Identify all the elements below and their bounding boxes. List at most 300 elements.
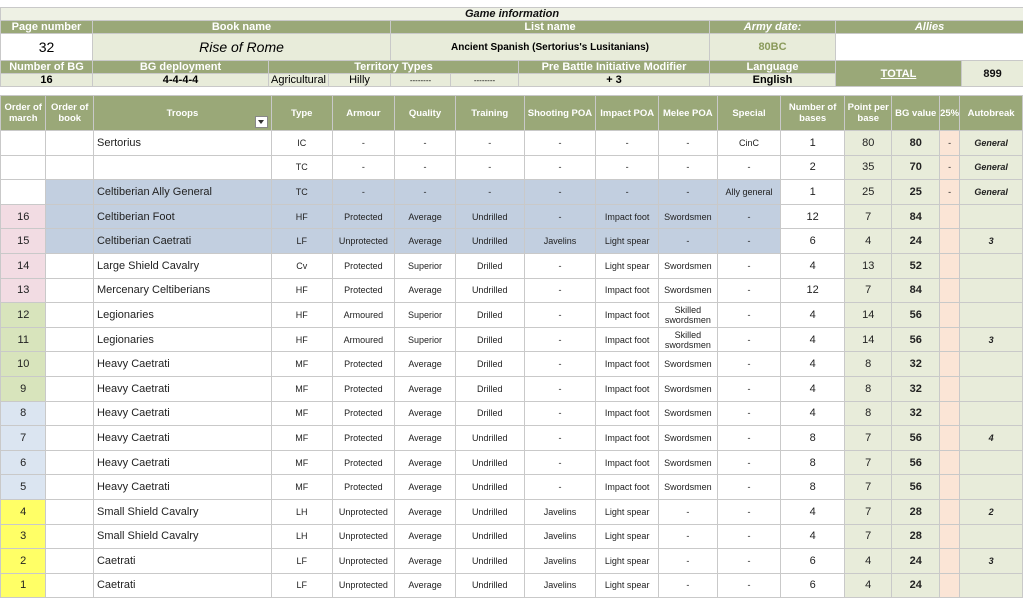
point-per-base-cell[interactable]: 80 — [844, 131, 892, 156]
order-of-book-cell[interactable] — [46, 549, 94, 574]
bg-value-cell[interactable]: 24 — [892, 573, 940, 598]
special-cell[interactable]: - — [717, 204, 781, 229]
autobreak-cell[interactable]: General — [960, 131, 1023, 156]
troop-name-cell[interactable]: Heavy Caetrati — [93, 352, 271, 377]
armour-cell[interactable]: Unprotected — [332, 573, 395, 598]
melee-poa-cell[interactable]: Swordsmen — [659, 376, 718, 401]
melee-poa-cell[interactable]: Swordsmen — [659, 253, 718, 278]
autobreak-cell[interactable] — [960, 401, 1023, 426]
impact-poa-cell[interactable]: Light spear — [596, 549, 659, 574]
shooting-poa-cell[interactable]: Javelins — [524, 229, 596, 254]
armour-cell[interactable]: Protected — [332, 278, 395, 303]
bg-value-cell[interactable]: 56 — [892, 327, 940, 352]
special-cell[interactable]: - — [717, 376, 781, 401]
table-row[interactable] — [1, 327, 1023, 352]
order-of-march-cell[interactable]: 10 — [1, 352, 46, 377]
special-cell[interactable]: - — [717, 327, 781, 352]
armour-cell[interactable]: Protected — [332, 376, 395, 401]
table-row[interactable] — [1, 352, 1023, 377]
shooting-poa-cell[interactable]: - — [524, 450, 596, 475]
order-of-march-cell[interactable] — [1, 155, 46, 180]
impact-poa-cell[interactable]: - — [596, 155, 659, 180]
armour-cell[interactable]: - — [332, 155, 395, 180]
quality-cell[interactable]: Average — [395, 229, 456, 254]
number-of-bases-cell[interactable]: 4 — [781, 499, 845, 524]
bg-value-cell[interactable]: 56 — [892, 475, 940, 500]
shooting-poa-cell[interactable]: Javelins — [524, 524, 596, 549]
point-per-base-cell[interactable]: 7 — [844, 499, 892, 524]
melee-poa-cell[interactable]: Swordsmen — [659, 204, 718, 229]
troop-name-cell[interactable]: Small Shield Cavalry — [93, 524, 271, 549]
bg-value-cell[interactable]: 56 — [892, 303, 940, 328]
shooting-poa-cell[interactable]: - — [524, 376, 596, 401]
armour-cell[interactable]: Armoured — [332, 303, 395, 328]
melee-poa-cell[interactable]: - — [659, 131, 718, 156]
training-cell[interactable]: Drilled — [455, 253, 524, 278]
training-cell[interactable]: - — [455, 155, 524, 180]
bg-value-cell[interactable]: 56 — [892, 426, 940, 451]
training-cell[interactable]: - — [455, 131, 524, 156]
type-cell[interactable]: TC — [271, 180, 332, 205]
impact-poa-cell[interactable]: Light spear — [596, 499, 659, 524]
point-per-base-cell[interactable]: 7 — [844, 278, 892, 303]
troop-name-cell[interactable]: Celtiberian Ally General — [93, 180, 271, 205]
type-cell[interactable]: MF — [271, 450, 332, 475]
point-per-base-cell[interactable]: 35 — [844, 155, 892, 180]
point-per-base-cell[interactable]: 4 — [844, 573, 892, 598]
melee-poa-cell[interactable]: Skilled swordsmen — [659, 303, 718, 328]
melee-poa-cell[interactable]: Swordsmen — [659, 450, 718, 475]
25-percent-cell[interactable] — [939, 376, 959, 401]
troop-name-cell[interactable]: Heavy Caetrati — [93, 376, 271, 401]
impact-poa-cell[interactable]: Impact foot — [596, 303, 659, 328]
training-cell[interactable]: Drilled — [455, 401, 524, 426]
troop-name-cell[interactable]: Celtiberian Caetrati — [93, 229, 271, 254]
autobreak-cell[interactable] — [960, 524, 1023, 549]
impact-poa-cell[interactable]: Impact foot — [596, 204, 659, 229]
quality-cell[interactable]: Average — [395, 401, 456, 426]
type-cell[interactable]: HF — [271, 204, 332, 229]
training-cell[interactable]: Drilled — [455, 327, 524, 352]
melee-poa-cell[interactable]: Swordsmen — [659, 352, 718, 377]
order-of-book-cell[interactable] — [46, 524, 94, 549]
quality-cell[interactable]: Superior — [395, 327, 456, 352]
quality-cell[interactable]: Average — [395, 278, 456, 303]
number-of-bases-cell[interactable]: 12 — [781, 204, 845, 229]
25-percent-cell[interactable] — [939, 524, 959, 549]
special-cell[interactable]: - — [717, 253, 781, 278]
special-cell[interactable]: - — [717, 426, 781, 451]
point-per-base-cell[interactable]: 14 — [844, 327, 892, 352]
list-name-cell[interactable]: Ancient Spanish (Sertorius's Lusitanians) — [391, 34, 710, 61]
armour-cell[interactable]: Protected — [332, 204, 395, 229]
bg-value-cell[interactable]: 80 — [892, 131, 940, 156]
quality-cell[interactable]: Average — [395, 549, 456, 574]
quality-cell[interactable]: Average — [395, 499, 456, 524]
25-percent-cell[interactable] — [939, 229, 959, 254]
shooting-poa-cell[interactable]: - — [524, 352, 596, 377]
autobreak-cell[interactable] — [960, 573, 1023, 598]
special-cell[interactable]: - — [717, 155, 781, 180]
order-of-book-cell[interactable] — [46, 303, 94, 328]
impact-poa-cell[interactable]: Light spear — [596, 229, 659, 254]
25-percent-cell[interactable] — [939, 475, 959, 500]
autobreak-cell[interactable] — [960, 352, 1023, 377]
table-row[interactable] — [1, 573, 1023, 598]
order-of-book-cell[interactable] — [46, 204, 94, 229]
training-cell[interactable]: Undrilled — [455, 278, 524, 303]
type-cell[interactable]: LH — [271, 524, 332, 549]
melee-poa-cell[interactable]: - — [659, 229, 718, 254]
quality-cell[interactable]: Average — [395, 426, 456, 451]
order-of-book-cell[interactable] — [46, 352, 94, 377]
25-percent-cell[interactable]: - — [939, 180, 959, 205]
table-row[interactable] — [1, 253, 1023, 278]
impact-poa-cell[interactable]: - — [596, 131, 659, 156]
melee-poa-cell[interactable]: Swordsmen — [659, 278, 718, 303]
bg-value-cell[interactable]: 24 — [892, 549, 940, 574]
shooting-poa-cell[interactable]: - — [524, 278, 596, 303]
special-cell[interactable]: - — [717, 450, 781, 475]
impact-poa-cell[interactable]: Impact foot — [596, 401, 659, 426]
order-of-march-cell[interactable]: 15 — [1, 229, 46, 254]
armour-cell[interactable]: Protected — [332, 352, 395, 377]
quality-cell[interactable]: - — [395, 131, 456, 156]
point-per-base-cell[interactable]: 7 — [844, 450, 892, 475]
armour-cell[interactable]: Unprotected — [332, 499, 395, 524]
troop-name-cell[interactable]: Caetrati — [93, 573, 271, 598]
training-cell[interactable]: Undrilled — [455, 229, 524, 254]
special-cell[interactable]: - — [717, 524, 781, 549]
order-of-march-cell[interactable]: 6 — [1, 450, 46, 475]
number-of-bases-cell[interactable]: 12 — [781, 278, 845, 303]
shooting-poa-cell[interactable]: Javelins — [524, 499, 596, 524]
bg-value-cell[interactable]: 28 — [892, 499, 940, 524]
point-per-base-cell[interactable]: 14 — [844, 303, 892, 328]
quality-cell[interactable]: Average — [395, 450, 456, 475]
number-of-bases-cell[interactable]: 4 — [781, 303, 845, 328]
point-per-base-cell[interactable]: 7 — [844, 475, 892, 500]
autobreak-cell[interactable] — [960, 204, 1023, 229]
troop-name-cell[interactable]: Small Shield Cavalry — [93, 499, 271, 524]
armour-cell[interactable]: Protected — [332, 426, 395, 451]
number-of-bases-cell[interactable]: 6 — [781, 229, 845, 254]
bg-value-cell[interactable]: 32 — [892, 352, 940, 377]
melee-poa-cell[interactable]: Swordsmen — [659, 475, 718, 500]
special-cell[interactable]: - — [717, 352, 781, 377]
order-of-book-cell[interactable] — [46, 180, 94, 205]
autobreak-cell[interactable] — [960, 475, 1023, 500]
training-cell[interactable]: Undrilled — [455, 475, 524, 500]
25-percent-cell[interactable] — [939, 426, 959, 451]
order-of-march-cell[interactable]: 8 — [1, 401, 46, 426]
training-cell[interactable]: Undrilled — [455, 573, 524, 598]
point-per-base-cell[interactable]: 8 — [844, 352, 892, 377]
point-per-base-cell[interactable]: 8 — [844, 376, 892, 401]
order-of-book-cell[interactable] — [46, 426, 94, 451]
25-percent-cell[interactable] — [939, 499, 959, 524]
autobreak-cell[interactable]: 3 — [960, 549, 1023, 574]
impact-poa-cell[interactable]: Impact foot — [596, 426, 659, 451]
armour-cell[interactable]: Unprotected — [332, 524, 395, 549]
language-value[interactable]: English — [710, 74, 836, 87]
training-cell[interactable]: Drilled — [455, 352, 524, 377]
25-percent-cell[interactable] — [939, 327, 959, 352]
order-of-march-cell[interactable]: 14 — [1, 253, 46, 278]
table-row[interactable] — [1, 450, 1023, 475]
order-of-book-cell[interactable] — [46, 475, 94, 500]
impact-poa-cell[interactable]: Light spear — [596, 253, 659, 278]
number-of-bases-cell[interactable]: 4 — [781, 524, 845, 549]
table-row[interactable] — [1, 278, 1023, 303]
shooting-poa-cell[interactable]: Javelins — [524, 549, 596, 574]
autobreak-cell[interactable] — [960, 376, 1023, 401]
armour-cell[interactable]: Unprotected — [332, 229, 395, 254]
training-cell[interactable]: Undrilled — [455, 450, 524, 475]
bg-value-cell[interactable]: 56 — [892, 450, 940, 475]
training-cell[interactable]: Undrilled — [455, 204, 524, 229]
armour-cell[interactable]: - — [332, 180, 395, 205]
shooting-poa-cell[interactable]: - — [524, 253, 596, 278]
table-row[interactable] — [1, 204, 1023, 229]
order-of-march-cell[interactable]: 13 — [1, 278, 46, 303]
quality-cell[interactable]: Average — [395, 376, 456, 401]
autobreak-cell[interactable] — [960, 253, 1023, 278]
order-of-march-cell[interactable]: 11 — [1, 327, 46, 352]
shooting-poa-cell[interactable]: - — [524, 155, 596, 180]
order-of-march-cell[interactable]: 1 — [1, 573, 46, 598]
training-cell[interactable]: Undrilled — [455, 426, 524, 451]
special-cell[interactable]: Ally general — [717, 180, 781, 205]
number-of-bases-cell[interactable]: 4 — [781, 253, 845, 278]
order-of-book-cell[interactable] — [46, 450, 94, 475]
25-percent-cell[interactable] — [939, 401, 959, 426]
autobreak-cell[interactable]: General — [960, 180, 1023, 205]
impact-poa-cell[interactable]: Impact foot — [596, 450, 659, 475]
troop-name-cell[interactable]: Heavy Caetrati — [93, 426, 271, 451]
point-per-base-cell[interactable]: 7 — [844, 524, 892, 549]
special-cell[interactable]: - — [717, 278, 781, 303]
melee-poa-cell[interactable]: - — [659, 180, 718, 205]
armour-cell[interactable]: Armoured — [332, 327, 395, 352]
quality-cell[interactable]: Superior — [395, 303, 456, 328]
point-per-base-cell[interactable]: 13 — [844, 253, 892, 278]
armour-cell[interactable]: - — [332, 131, 395, 156]
training-cell[interactable]: Drilled — [455, 303, 524, 328]
quality-cell[interactable]: - — [395, 155, 456, 180]
armour-cell[interactable]: Protected — [332, 475, 395, 500]
order-of-march-cell[interactable]: 2 — [1, 549, 46, 574]
25-percent-cell[interactable] — [939, 450, 959, 475]
armour-cell[interactable]: Unprotected — [332, 549, 395, 574]
training-cell[interactable]: Drilled — [455, 376, 524, 401]
type-cell[interactable]: MF — [271, 426, 332, 451]
quality-cell[interactable]: Average — [395, 204, 456, 229]
type-cell[interactable]: MF — [271, 475, 332, 500]
troop-name-cell[interactable]: Heavy Caetrati — [93, 450, 271, 475]
type-cell[interactable]: HF — [271, 278, 332, 303]
number-of-bases-cell[interactable]: 8 — [781, 426, 845, 451]
25-percent-cell[interactable] — [939, 253, 959, 278]
order-of-book-cell[interactable] — [46, 327, 94, 352]
territory-type-3[interactable]: -------- — [391, 74, 451, 87]
25-percent-cell[interactable] — [939, 303, 959, 328]
table-row[interactable] — [1, 499, 1023, 524]
melee-poa-cell[interactable]: Swordsmen — [659, 401, 718, 426]
shooting-poa-cell[interactable]: - — [524, 204, 596, 229]
order-of-march-cell[interactable]: 12 — [1, 303, 46, 328]
melee-poa-cell[interactable]: - — [659, 573, 718, 598]
number-of-bases-cell[interactable]: 1 — [781, 131, 845, 156]
order-of-march-cell[interactable]: 5 — [1, 475, 46, 500]
troop-name-cell[interactable]: Heavy Caetrati — [93, 401, 271, 426]
special-cell[interactable]: - — [717, 229, 781, 254]
bg-value-cell[interactable]: 84 — [892, 204, 940, 229]
shooting-poa-cell[interactable]: - — [524, 327, 596, 352]
order-of-march-cell[interactable]: 16 — [1, 204, 46, 229]
type-cell[interactable]: IC — [271, 131, 332, 156]
number-of-bases-cell[interactable]: 8 — [781, 475, 845, 500]
type-cell[interactable]: LF — [271, 573, 332, 598]
table-row[interactable] — [1, 131, 1023, 156]
order-of-march-cell[interactable]: 9 — [1, 376, 46, 401]
bg-value-cell[interactable]: 28 — [892, 524, 940, 549]
quality-cell[interactable]: Average — [395, 573, 456, 598]
number-of-bases-cell[interactable]: 1 — [781, 180, 845, 205]
type-cell[interactable]: MF — [271, 352, 332, 377]
quality-cell[interactable]: - — [395, 180, 456, 205]
order-of-book-cell[interactable] — [46, 401, 94, 426]
table-row[interactable] — [1, 524, 1023, 549]
autobreak-cell[interactable] — [960, 278, 1023, 303]
order-of-march-cell[interactable]: 7 — [1, 426, 46, 451]
impact-poa-cell[interactable]: Light spear — [596, 524, 659, 549]
troop-name-cell[interactable]: Sertorius — [93, 131, 271, 156]
training-cell[interactable]: Undrilled — [455, 549, 524, 574]
number-of-bases-cell[interactable]: 4 — [781, 327, 845, 352]
table-row[interactable] — [1, 549, 1023, 574]
table-row[interactable] — [1, 180, 1023, 205]
autobreak-cell[interactable]: 4 — [960, 426, 1023, 451]
type-cell[interactable]: LF — [271, 549, 332, 574]
table-row[interactable] — [1, 426, 1023, 451]
impact-poa-cell[interactable]: Impact foot — [596, 327, 659, 352]
special-cell[interactable]: - — [717, 475, 781, 500]
impact-poa-cell[interactable]: - — [596, 180, 659, 205]
point-per-base-cell[interactable]: 8 — [844, 401, 892, 426]
order-of-march-cell[interactable]: 3 — [1, 524, 46, 549]
type-cell[interactable]: TC — [271, 155, 332, 180]
territory-type-1[interactable]: Agricultural — [269, 74, 329, 87]
shooting-poa-cell[interactable]: - — [524, 303, 596, 328]
impact-poa-cell[interactable]: Light spear — [596, 573, 659, 598]
type-cell[interactable]: LF — [271, 229, 332, 254]
page-number-cell[interactable]: 32 — [1, 34, 93, 61]
point-per-base-cell[interactable]: 25 — [844, 180, 892, 205]
number-of-bases-cell[interactable]: 6 — [781, 573, 845, 598]
shooting-poa-cell[interactable]: - — [524, 475, 596, 500]
number-of-bases-cell[interactable]: 4 — [781, 401, 845, 426]
impact-poa-cell[interactable]: Impact foot — [596, 352, 659, 377]
special-cell[interactable]: CinC — [717, 131, 781, 156]
number-of-bases-cell[interactable]: 6 — [781, 549, 845, 574]
book-name-cell[interactable]: Rise of Rome — [93, 34, 391, 61]
bg-value-cell[interactable]: 32 — [892, 401, 940, 426]
special-cell[interactable]: - — [717, 303, 781, 328]
order-of-book-cell[interactable] — [46, 376, 94, 401]
bg-value-cell[interactable]: 52 — [892, 253, 940, 278]
training-cell[interactable]: Undrilled — [455, 499, 524, 524]
point-per-base-cell[interactable]: 4 — [844, 549, 892, 574]
number-of-bases-cell[interactable]: 8 — [781, 450, 845, 475]
bg-value-cell[interactable]: 24 — [892, 229, 940, 254]
type-cell[interactable]: HF — [271, 303, 332, 328]
number-of-bases-cell[interactable]: 4 — [781, 352, 845, 377]
order-of-book-cell[interactable] — [46, 499, 94, 524]
autobreak-cell[interactable]: 3 — [960, 327, 1023, 352]
order-of-book-cell[interactable] — [46, 229, 94, 254]
table-row[interactable] — [1, 229, 1023, 254]
melee-poa-cell[interactable]: - — [659, 499, 718, 524]
impact-poa-cell[interactable]: Impact foot — [596, 376, 659, 401]
special-cell[interactable]: - — [717, 573, 781, 598]
quality-cell[interactable]: Superior — [395, 253, 456, 278]
troop-name-cell[interactable]: Mercenary Celtiberians — [93, 278, 271, 303]
25-percent-cell[interactable] — [939, 573, 959, 598]
type-cell[interactable]: HF — [271, 327, 332, 352]
quality-cell[interactable]: Average — [395, 475, 456, 500]
25-percent-cell[interactable] — [939, 204, 959, 229]
bg-value-cell[interactable]: 25 — [892, 180, 940, 205]
training-cell[interactable]: - — [455, 180, 524, 205]
special-cell[interactable]: - — [717, 549, 781, 574]
training-cell[interactable]: Undrilled — [455, 524, 524, 549]
shooting-poa-cell[interactable]: - — [524, 180, 596, 205]
troop-name-cell[interactable]: Legionaries — [93, 327, 271, 352]
melee-poa-cell[interactable]: - — [659, 524, 718, 549]
25-percent-cell[interactable] — [939, 278, 959, 303]
armour-cell[interactable]: Protected — [332, 253, 395, 278]
troop-name-cell[interactable]: Caetrati — [93, 549, 271, 574]
territory-type-4[interactable]: -------- — [451, 74, 519, 87]
table-row[interactable] — [1, 155, 1023, 180]
type-cell[interactable]: MF — [271, 376, 332, 401]
table-row[interactable] — [1, 303, 1023, 328]
order-of-book-cell[interactable] — [46, 155, 94, 180]
type-cell[interactable]: LH — [271, 499, 332, 524]
25-percent-cell[interactable] — [939, 549, 959, 574]
autobreak-cell[interactable]: 3 — [960, 229, 1023, 254]
armour-cell[interactable]: Protected — [332, 450, 395, 475]
melee-poa-cell[interactable]: Swordsmen — [659, 426, 718, 451]
special-cell[interactable]: - — [717, 499, 781, 524]
25-percent-cell[interactable] — [939, 352, 959, 377]
point-per-base-cell[interactable]: 7 — [844, 426, 892, 451]
table-row[interactable] — [1, 475, 1023, 500]
melee-poa-cell[interactable]: - — [659, 155, 718, 180]
shooting-poa-cell[interactable]: - — [524, 426, 596, 451]
order-of-march-cell[interactable] — [1, 131, 46, 156]
filter-dropdown-icon[interactable] — [255, 116, 268, 128]
order-of-march-cell[interactable]: 4 — [1, 499, 46, 524]
table-row[interactable] — [1, 376, 1023, 401]
quality-cell[interactable]: Average — [395, 352, 456, 377]
armour-cell[interactable]: Protected — [332, 401, 395, 426]
troop-name-cell[interactable]: Celtiberian Foot — [93, 204, 271, 229]
impact-poa-cell[interactable]: Impact foot — [596, 278, 659, 303]
order-of-march-cell[interactable] — [1, 180, 46, 205]
25-percent-cell[interactable]: - — [939, 155, 959, 180]
